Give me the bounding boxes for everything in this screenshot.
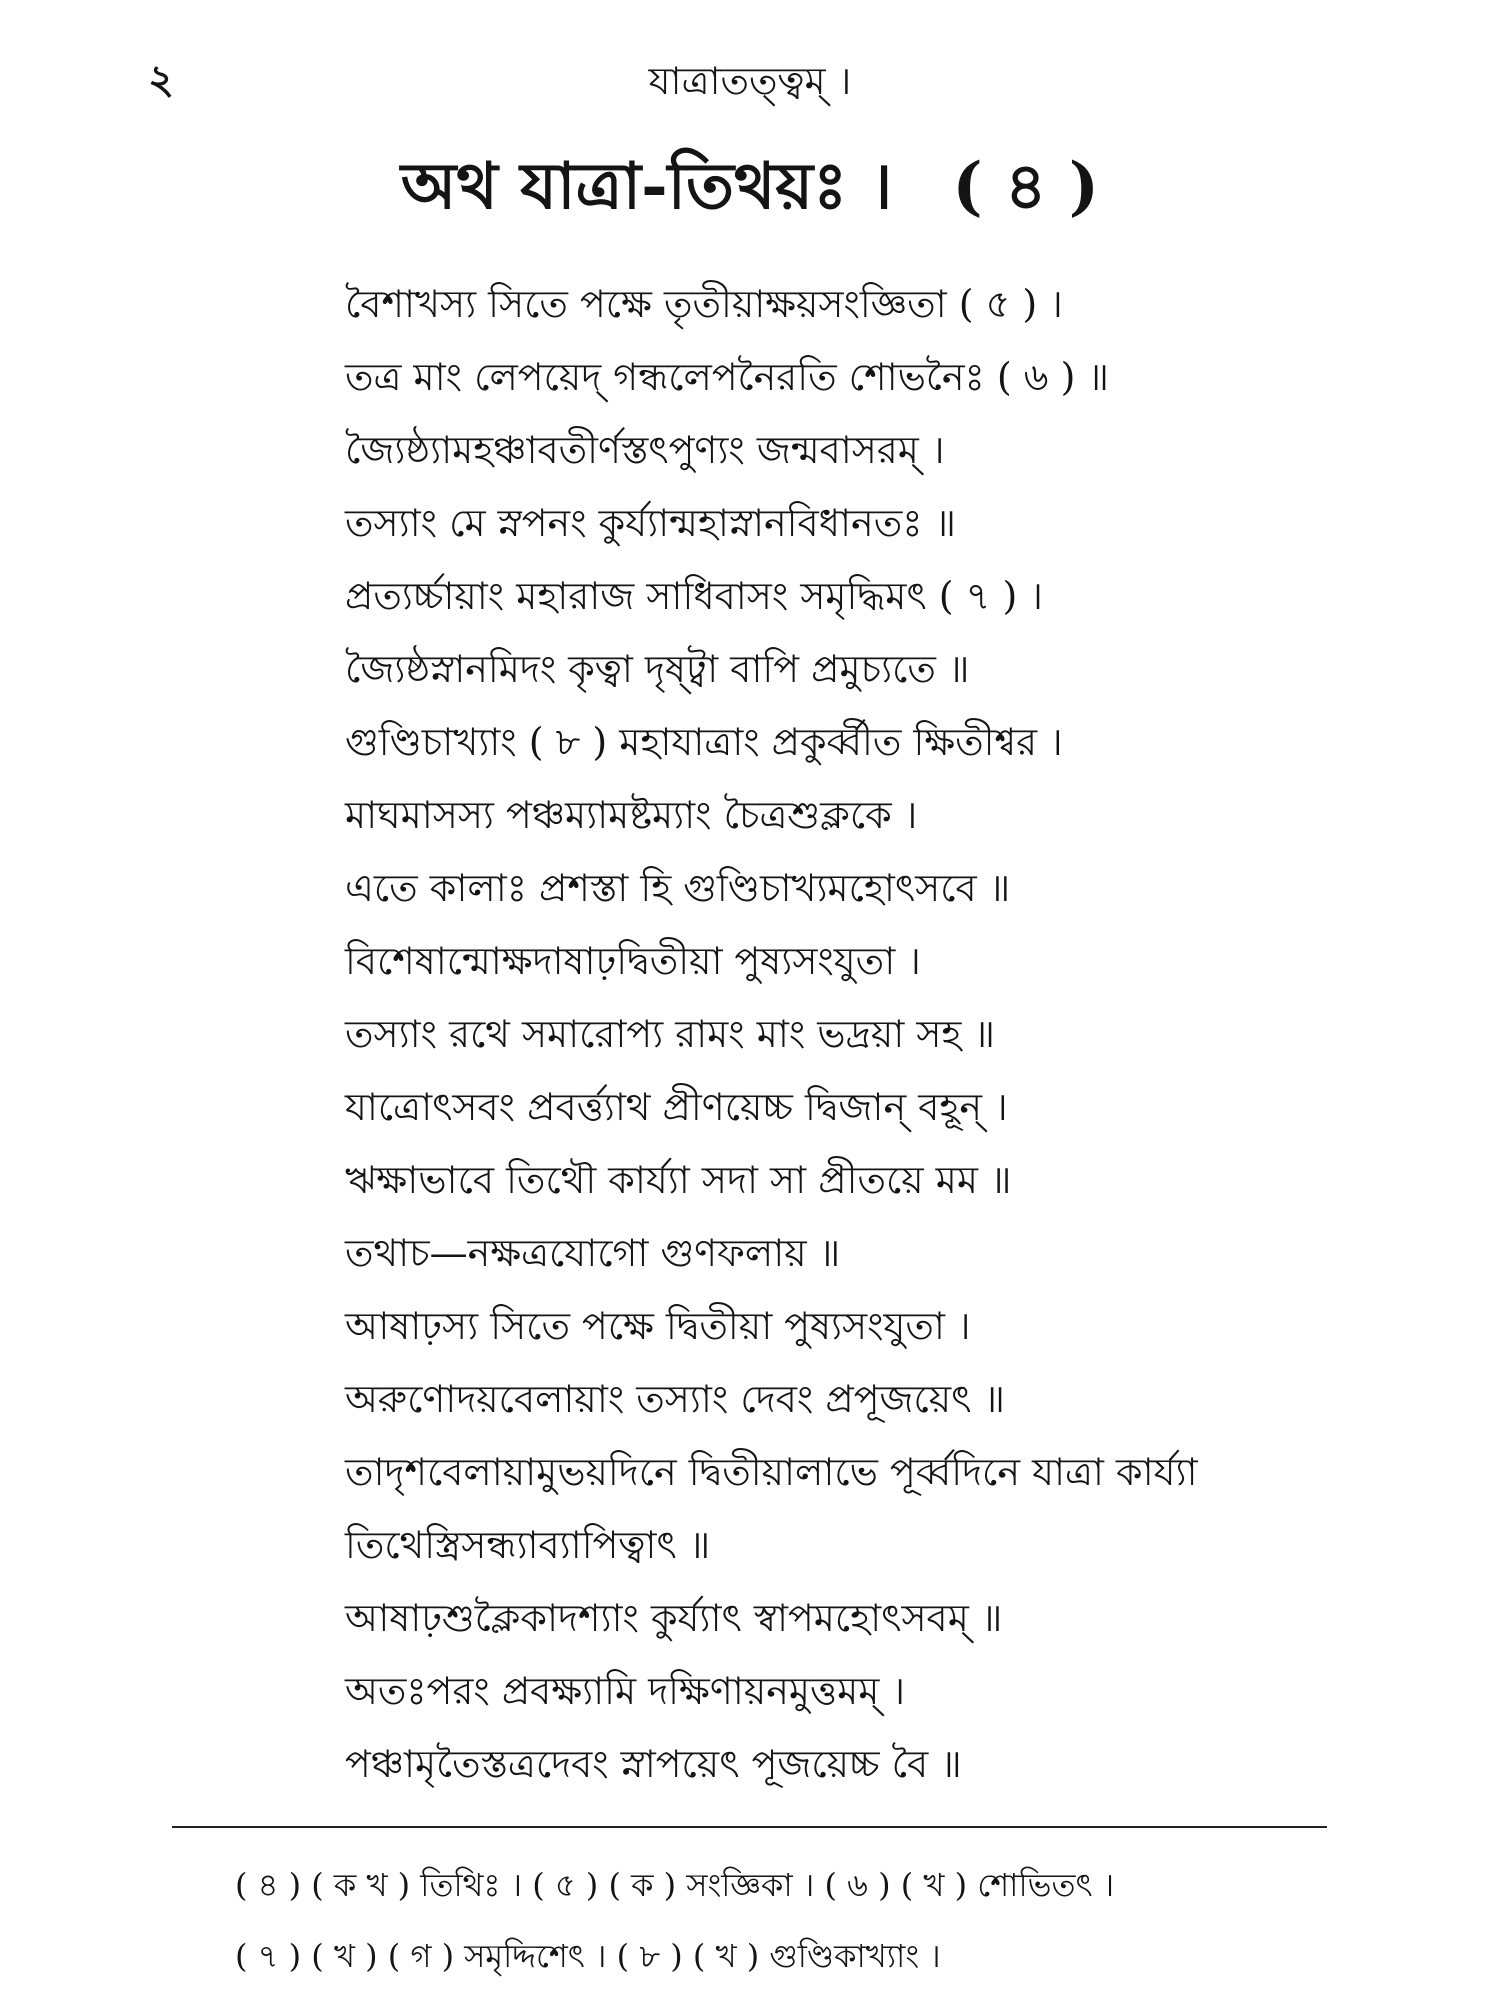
verse-line: অরুণোদয়বেলায়াং তস্যাং দেবং প্রপূজয়েৎ ॥ — [345, 1377, 1006, 1421]
verse-line: জ্যৈষ্ঠস্নানমিদং কৃত্বা দৃষ্ট্বা বাপি প্রমুচ্যতে ॥ — [345, 647, 970, 691]
verse-list — [345, 268, 1198, 1801]
verse-line: তত্র মাং লেপয়েদ্ গন্ধলেপনৈরতি শোভনৈঃ ( ৬ ) ॥ — [345, 355, 1109, 399]
section-title-text: অথ যাত্রা-তিথয়ঃ । — [400, 149, 893, 224]
verse-line: মাঘমাসস্য পঞ্চম্যামষ্টম্যাং চৈত্রশুক্লকে । — [345, 793, 918, 837]
footnote-line: ( ৭ ) ( খ ) ( গ ) সমৃদ্দিশেৎ । ( ৮ ) ( খ ) গুণ্ডিকাখ্যাং । — [235, 1937, 941, 1975]
verse-line: প্রত্যর্চ্চায়াং মহারাজ সাধিবাসং সমৃদ্ধিমৎ ( ৭ ) । — [345, 574, 1043, 618]
verse-line: বিশেষান্মোক্ষদাষাঢ়দ্বিতীয়া পুষ্যসংযুতা । — [345, 939, 921, 983]
verse-line: পঞ্চামৃতৈস্তত্রদেবং স্নাপয়েৎ পূজয়েচ্চ বৈ ॥ — [345, 1742, 962, 1786]
running-header: যাত্রাতত্ত্বম্ । — [648, 59, 852, 103]
verse-line: আষাঢ়স্য সিতে পক্ষে দ্বিতীয়া পুষ্যসংযুতা । — [345, 1304, 971, 1348]
verse-line: আষাঢ়শুক্লৈকাদশ্যাং কুর্য্যাৎ স্বাপমহোৎসবম্ ॥ — [345, 1596, 1003, 1640]
footnotes — [235, 1850, 1114, 1992]
verse-line: অতঃপরং প্রবক্ষ্যামি দক্ষিণায়নমুত্তমম্ । — [345, 1669, 906, 1713]
verse-line: তিথেস্ত্রিসন্ধ্যাব্যাপিত্বাৎ ॥ — [345, 1523, 711, 1567]
verse-line: জ্যৈষ্ঠ্যামহঞ্চাবতীর্ণস্তৎপুণ্যং জন্মবাসরম্ । — [345, 428, 945, 472]
verse-line: বৈশাখস্য সিতে পক্ষে তৃতীয়াক্ষয়সংজ্ঞিতা ( ৫ ) । — [345, 282, 1063, 326]
verse-line: এতে কালাঃ প্রশস্তা হি গুণ্ডিচাখ্যমহোৎসবে ॥ — [345, 866, 1011, 910]
verse-line: তস্যাং রথে সমারোপ্য রামং মাং ভদ্রয়া সহ ॥ — [345, 1012, 995, 1056]
verse-line: তস্যাং মে স্নপনং কুর্য্যান্মহাস্নানবিধানতঃ ॥ — [345, 501, 957, 545]
footnote-divider — [172, 1826, 1327, 1828]
section-title-number: ( ৪ ) — [952, 149, 1100, 224]
verse-line: যাত্রোৎসবং প্রবর্ত্ত্যাথ প্রীণয়েচ্চ দ্বিজান্ বহূন্ । — [345, 1085, 1008, 1129]
footnote-line: ( ৪ ) ( ক খ ) তিথিঃ । ( ৫ ) ( ক ) সংজ্ঞিকা । ( ৬ ) ( খ ) শোভিতৎ । — [235, 1866, 1115, 1904]
verse-line: ঋক্ষাভাবে তিথৌ কার্য্যা সদা সা প্রীতয়ে মম ॥ — [345, 1158, 1012, 1202]
verse-line: গুণ্ডিচাখ্যাং ( ৮ ) মহাযাত্রাং প্রকুর্ব্বীত ক্ষিতীশ্বর । — [345, 720, 1063, 764]
verse-line: তথাচ—নক্ষত্রযোগো গুণফলায় ॥ — [345, 1231, 841, 1275]
verse-line: তাদৃশবেলায়ামুভয়দিনে দ্বিতীয়ালাভে পূর্ব্বদিনে যাত্রা কার্য্যা — [345, 1450, 1198, 1494]
section-title — [0, 149, 1500, 224]
page-number: ২ — [148, 56, 175, 103]
